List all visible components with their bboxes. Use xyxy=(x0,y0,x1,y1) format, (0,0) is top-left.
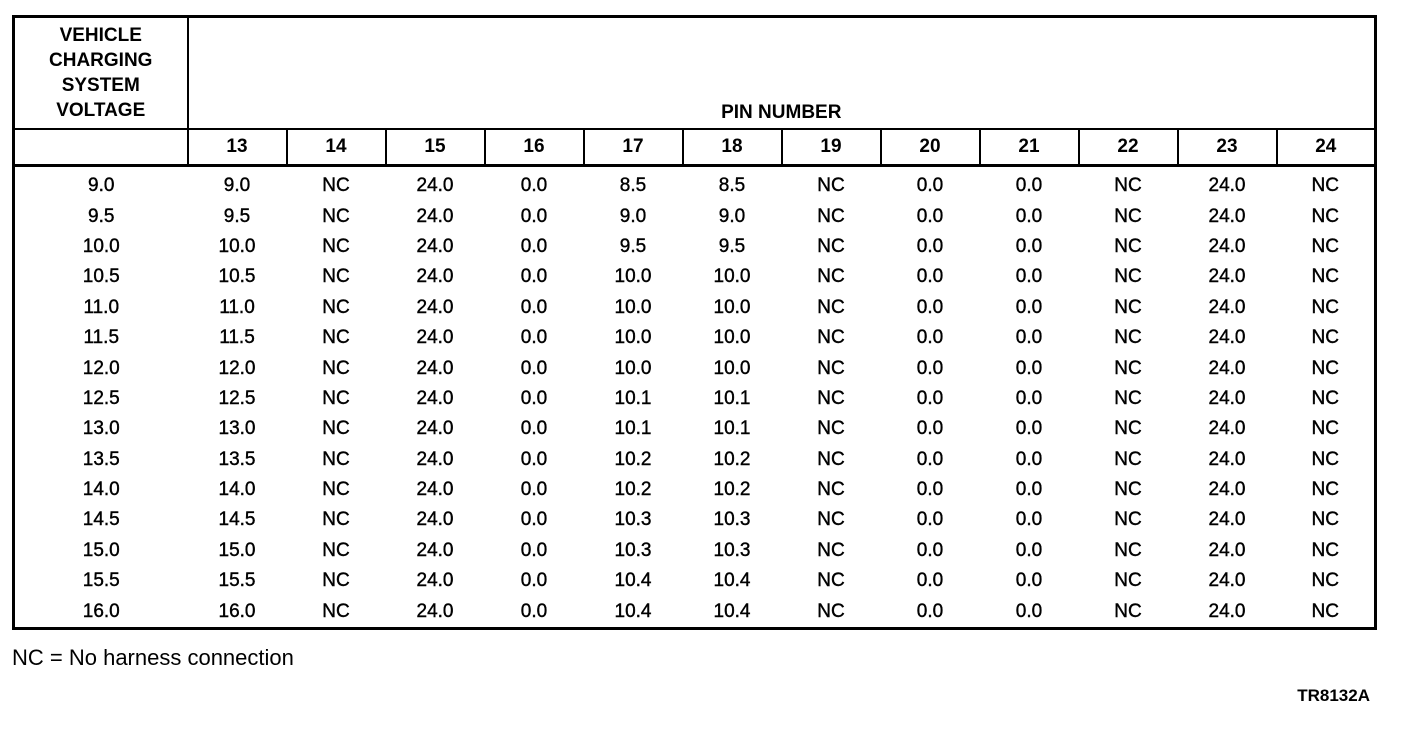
pin-value-cell: 0.0 xyxy=(1015,600,1043,622)
pin-value-cell: NC xyxy=(322,418,350,440)
voltage-cell: 10.0 xyxy=(82,235,120,257)
pin-value-cell: NC xyxy=(322,175,350,197)
pin-value-cell: NC xyxy=(817,570,845,592)
pin-value-cell: 0.0 xyxy=(520,418,548,440)
pin-value-cell: 10.3 xyxy=(713,509,751,531)
voltage-cell: 12.0 xyxy=(82,357,120,379)
pin-value-cell: 15.0 xyxy=(218,539,256,561)
pin-value-cell: NC xyxy=(322,509,350,531)
pin-value-cell: NC xyxy=(817,509,845,531)
voltage-cell: 16.0 xyxy=(82,600,120,622)
pin-value-cell: 0.0 xyxy=(916,479,944,501)
pin-header-20: 20 xyxy=(881,129,980,166)
pin-value-cell: 24.0 xyxy=(1208,266,1246,288)
pin-value-cell: NC xyxy=(1114,448,1142,470)
pin-value-cell: NC xyxy=(817,539,845,561)
pin-value-cell: NC xyxy=(322,479,350,501)
voltage-cell: 15.5 xyxy=(82,570,120,592)
pin-value-cell: 24.0 xyxy=(1208,600,1246,622)
pin-value-cell: 13.5 xyxy=(218,448,256,470)
pin-value-cell: NC xyxy=(322,266,350,288)
pin-value-cell: 0.0 xyxy=(1015,175,1043,197)
pin-value-cell: NC xyxy=(817,357,845,379)
pin-value-cell: 14.0 xyxy=(218,479,256,501)
pin-value-cell: 0.0 xyxy=(520,387,548,409)
pin-value-cell: 0.0 xyxy=(1015,266,1043,288)
table-row xyxy=(14,166,1376,202)
pin-value-cell: 10.2 xyxy=(614,479,652,501)
pin-value-cell: 11.0 xyxy=(219,296,255,318)
pin-value-cell: 0.0 xyxy=(916,266,944,288)
pin-value-cell: 10.2 xyxy=(713,448,751,470)
pin-value-cell: 0.0 xyxy=(916,539,944,561)
pin-value-cell: NC xyxy=(1311,387,1339,409)
pin-value-cell: NC xyxy=(1114,266,1142,288)
pin-value-cell: NC xyxy=(817,205,845,227)
pin-value-cell: 10.3 xyxy=(713,539,751,561)
table-row xyxy=(14,232,1376,262)
pin-value-cell: 0.0 xyxy=(520,205,548,227)
pin-value-cell: 24.0 xyxy=(1208,570,1246,592)
pin-value-cell: 24.0 xyxy=(1208,327,1246,349)
pin-value-cell: 10.0 xyxy=(218,235,256,257)
pin-value-cell: 24.0 xyxy=(416,357,454,379)
pin-value-cell: 10.0 xyxy=(614,357,652,379)
pin-number-header: PIN NUMBER xyxy=(188,17,1376,130)
pin-value-cell: NC xyxy=(1114,296,1142,318)
pin-value-cell: 24.0 xyxy=(1208,205,1246,227)
pin-value-cell: 0.0 xyxy=(1015,570,1043,592)
pin-value-cell: 0.0 xyxy=(520,539,548,561)
pin-value-cell: 9.5 xyxy=(619,235,647,257)
pin-value-cell: 24.0 xyxy=(1208,479,1246,501)
pin-value-cell: 15.5 xyxy=(218,570,256,592)
pin-header-13: 13 xyxy=(188,129,287,166)
pin-value-cell: 0.0 xyxy=(520,357,548,379)
pin-value-cell: 0.0 xyxy=(1015,448,1043,470)
pin-value-cell: 24.0 xyxy=(1208,509,1246,531)
pin-value-cell: 0.0 xyxy=(520,266,548,288)
pin-value-cell: 0.0 xyxy=(520,175,548,197)
pin-value-cell: NC xyxy=(322,327,350,349)
pin-value-cell: 10.2 xyxy=(713,479,751,501)
pin-value-cell: 10.0 xyxy=(713,327,751,349)
pin-value-cell: 0.0 xyxy=(916,570,944,592)
pin-value-cell: 0.0 xyxy=(1015,479,1043,501)
voltage-header-line: CHARGING xyxy=(49,50,153,71)
pin-value-cell: 10.0 xyxy=(614,266,652,288)
pin-value-cell: NC xyxy=(817,266,845,288)
pin-value-cell: 0.0 xyxy=(520,448,548,470)
pin-header-22: 22 xyxy=(1079,129,1178,166)
pin-value-cell: NC xyxy=(1114,175,1142,197)
pin-value-cell: 10.4 xyxy=(614,600,652,622)
voltage-cell: 13.5 xyxy=(82,448,120,470)
pin-value-cell: 0.0 xyxy=(916,235,944,257)
pin-voltage-table-container xyxy=(12,15,1375,629)
pin-value-cell: 0.0 xyxy=(916,205,944,227)
pin-value-cell: NC xyxy=(1114,418,1142,440)
table-row xyxy=(14,201,1376,231)
voltage-cell: 14.0 xyxy=(82,479,120,501)
pin-value-cell: NC xyxy=(1114,235,1142,257)
pin-value-cell: NC xyxy=(322,387,350,409)
pin-number-row xyxy=(14,129,1376,166)
pin-value-cell: 0.0 xyxy=(916,387,944,409)
pin-header-24: 24 xyxy=(1277,129,1376,166)
pin-value-cell: 9.5 xyxy=(718,235,746,257)
pin-header-21: 21 xyxy=(980,129,1079,166)
pin-value-cell: 0.0 xyxy=(916,509,944,531)
pin-value-cell: NC xyxy=(1311,205,1339,227)
pin-value-cell: 0.0 xyxy=(1015,387,1043,409)
table-row xyxy=(14,323,1376,353)
pin-value-cell: NC xyxy=(817,600,845,622)
pin-value-cell: 0.0 xyxy=(916,175,944,197)
table-row xyxy=(14,414,1376,444)
pin-value-cell: 0.0 xyxy=(916,600,944,622)
table-row xyxy=(14,596,1376,628)
pin-value-cell: NC xyxy=(322,357,350,379)
pin-value-cell: 0.0 xyxy=(1015,357,1043,379)
pin-header-23: 23 xyxy=(1178,129,1277,166)
pin-value-cell: 10.2 xyxy=(614,448,652,470)
pin-value-cell: 10.4 xyxy=(713,570,751,592)
pin-value-cell: 8.5 xyxy=(718,175,746,197)
pin-value-cell: 0.0 xyxy=(916,418,944,440)
pin-value-cell: 10.1 xyxy=(713,418,751,440)
pin-value-cell: NC xyxy=(1311,266,1339,288)
pin-value-cell: 24.0 xyxy=(416,539,454,561)
table-row xyxy=(14,505,1376,535)
pin-value-cell: 0.0 xyxy=(520,235,548,257)
pin-voltage-table xyxy=(12,15,1377,630)
pin-value-cell: 10.0 xyxy=(614,327,652,349)
pin-value-cell: 10.5 xyxy=(218,266,256,288)
pin-value-cell: 0.0 xyxy=(916,296,944,318)
pin-value-cell: 24.0 xyxy=(416,418,454,440)
blank-header-cell xyxy=(14,129,188,166)
pin-value-cell: NC xyxy=(322,570,350,592)
pin-value-cell: 24.0 xyxy=(416,235,454,257)
pin-value-cell: NC xyxy=(1311,418,1339,440)
pin-value-cell: NC xyxy=(1311,357,1339,379)
pin-value-cell: 10.0 xyxy=(713,296,751,318)
pin-value-cell: 9.0 xyxy=(223,175,251,197)
pin-value-cell: 10.1 xyxy=(614,387,652,409)
pin-value-cell: 24.0 xyxy=(1208,296,1246,318)
pin-value-cell: 9.0 xyxy=(718,205,746,227)
group-header-row xyxy=(14,17,1376,130)
pin-value-cell: NC xyxy=(1311,570,1339,592)
pin-value-cell: 0.0 xyxy=(1015,205,1043,227)
pin-value-cell: 12.5 xyxy=(218,387,256,409)
pin-value-cell: 24.0 xyxy=(1208,448,1246,470)
pin-value-cell: NC xyxy=(1311,509,1339,531)
figure-code: TR8132A xyxy=(1297,686,1370,705)
pin-value-cell: 10.0 xyxy=(713,266,751,288)
pin-header-19: 19 xyxy=(782,129,881,166)
pin-value-cell: NC xyxy=(817,175,845,197)
pin-value-cell: 0.0 xyxy=(520,327,548,349)
pin-header-16: 16 xyxy=(485,129,584,166)
pin-value-cell: 0.0 xyxy=(1015,235,1043,257)
pin-value-cell: NC xyxy=(817,387,845,409)
pin-value-cell: 24.0 xyxy=(416,327,454,349)
pin-value-cell: 0.0 xyxy=(520,296,548,318)
pin-value-cell: 0.0 xyxy=(1015,327,1043,349)
voltage-cell: 9.0 xyxy=(88,175,115,197)
pin-value-cell: NC xyxy=(322,235,350,257)
pin-value-cell: 10.4 xyxy=(713,600,751,622)
voltage-cell: 13.0 xyxy=(82,418,120,440)
pin-value-cell: NC xyxy=(1114,600,1142,622)
voltage-column-header xyxy=(14,17,188,130)
voltage-cell: 15.0 xyxy=(82,539,120,561)
pin-value-cell: 24.0 xyxy=(1208,175,1246,197)
pin-value-cell: NC xyxy=(817,235,845,257)
table-body xyxy=(14,166,1376,629)
table-row xyxy=(14,293,1376,323)
pin-header-18: 18 xyxy=(683,129,782,166)
pin-header-14: 14 xyxy=(287,129,386,166)
pin-value-cell: 24.0 xyxy=(416,600,454,622)
pin-value-cell: 0.0 xyxy=(520,479,548,501)
pin-value-cell: NC xyxy=(1311,175,1339,197)
pin-value-cell: 16.0 xyxy=(218,600,256,622)
pin-value-cell: NC xyxy=(1114,357,1142,379)
pin-value-cell: 24.0 xyxy=(416,387,454,409)
pin-value-cell: 0.0 xyxy=(1015,539,1043,561)
pin-value-cell: NC xyxy=(1114,387,1142,409)
pin-value-cell: NC xyxy=(322,448,350,470)
pin-value-cell: 0.0 xyxy=(1015,418,1043,440)
pin-value-cell: 24.0 xyxy=(416,296,454,318)
pin-value-cell: NC xyxy=(1114,327,1142,349)
pin-value-cell: 10.0 xyxy=(713,357,751,379)
pin-header-17: 17 xyxy=(584,129,683,166)
pin-value-cell: 10.1 xyxy=(614,418,652,440)
voltage-header-line: VEHICLE xyxy=(59,25,142,46)
pin-value-cell: NC xyxy=(322,600,350,622)
pin-value-cell: 0.0 xyxy=(916,357,944,379)
pin-value-cell: 10.0 xyxy=(614,296,652,318)
pin-value-cell: 0.0 xyxy=(520,600,548,622)
pin-value-cell: 24.0 xyxy=(416,266,454,288)
pin-value-cell: 11.5 xyxy=(219,327,255,349)
pin-value-cell: NC xyxy=(1311,539,1339,561)
pin-value-cell: 10.4 xyxy=(614,570,652,592)
pin-value-cell: 8.5 xyxy=(619,175,647,197)
pin-value-cell: 14.5 xyxy=(218,509,256,531)
table-row xyxy=(14,566,1376,596)
voltage-cell: 10.5 xyxy=(82,266,120,288)
table-row xyxy=(14,445,1376,475)
table-row xyxy=(14,262,1376,292)
pin-value-cell: NC xyxy=(1311,296,1339,318)
pin-value-cell: 0.0 xyxy=(1015,296,1043,318)
voltage-cell: 11.5 xyxy=(83,327,120,349)
pin-value-cell: 9.5 xyxy=(223,205,251,227)
pin-value-cell: NC xyxy=(1114,509,1142,531)
voltage-cell: 14.5 xyxy=(82,509,120,531)
voltage-cell: 9.5 xyxy=(88,205,115,227)
pin-header-15: 15 xyxy=(386,129,485,166)
pin-value-cell: 24.0 xyxy=(1208,357,1246,379)
pin-value-cell: 10.3 xyxy=(614,539,652,561)
pin-value-cell: 24.0 xyxy=(416,448,454,470)
pin-value-cell: 9.0 xyxy=(619,205,647,227)
nc-legend-note: NC = No harness connection xyxy=(12,645,294,670)
voltage-cell: 12.5 xyxy=(82,387,120,409)
pin-value-cell: 24.0 xyxy=(1208,539,1246,561)
pin-value-cell: 0.0 xyxy=(520,570,548,592)
pin-value-cell: 24.0 xyxy=(416,570,454,592)
pin-value-cell: NC xyxy=(1114,539,1142,561)
table-row xyxy=(14,536,1376,566)
pin-value-cell: 24.0 xyxy=(1208,387,1246,409)
pin-value-cell: 0.0 xyxy=(1015,509,1043,531)
table-row xyxy=(14,475,1376,505)
pin-value-cell: NC xyxy=(322,539,350,561)
pin-value-cell: NC xyxy=(322,205,350,227)
pin-value-cell: NC xyxy=(1311,600,1339,622)
pin-value-cell: 0.0 xyxy=(520,509,548,531)
pin-value-cell: 13.0 xyxy=(218,418,256,440)
voltage-header-line: VOLTAGE xyxy=(56,100,146,121)
pin-value-cell: 10.3 xyxy=(614,509,652,531)
pin-value-cell: 24.0 xyxy=(1208,418,1246,440)
pin-value-cell: NC xyxy=(1114,205,1142,227)
pin-value-cell: NC xyxy=(1311,235,1339,257)
pin-value-cell: NC xyxy=(1311,448,1339,470)
pin-value-cell: 24.0 xyxy=(416,175,454,197)
pin-value-cell: NC xyxy=(817,448,845,470)
pin-value-cell: NC xyxy=(1114,479,1142,501)
pin-value-cell: NC xyxy=(817,418,845,440)
voltage-cell: 11.0 xyxy=(83,296,120,318)
pin-value-cell: 0.0 xyxy=(916,448,944,470)
pin-value-cell: 24.0 xyxy=(416,205,454,227)
pin-value-cell: 12.0 xyxy=(218,357,256,379)
pin-value-cell: NC xyxy=(1311,479,1339,501)
table-row xyxy=(14,384,1376,414)
pin-value-cell: NC xyxy=(817,296,845,318)
pin-value-cell: 10.1 xyxy=(713,387,751,409)
voltage-header-line: SYSTEM xyxy=(61,75,140,96)
pin-value-cell: NC xyxy=(322,296,350,318)
pin-value-cell: NC xyxy=(1311,327,1339,349)
pin-value-cell: NC xyxy=(817,479,845,501)
table-row xyxy=(14,353,1376,383)
pin-value-cell: 24.0 xyxy=(416,479,454,501)
pin-value-cell: NC xyxy=(1114,570,1142,592)
pin-value-cell: NC xyxy=(817,327,845,349)
pin-value-cell: 24.0 xyxy=(416,509,454,531)
pin-value-cell: 24.0 xyxy=(1208,235,1246,257)
pin-value-cell: 0.0 xyxy=(916,327,944,349)
